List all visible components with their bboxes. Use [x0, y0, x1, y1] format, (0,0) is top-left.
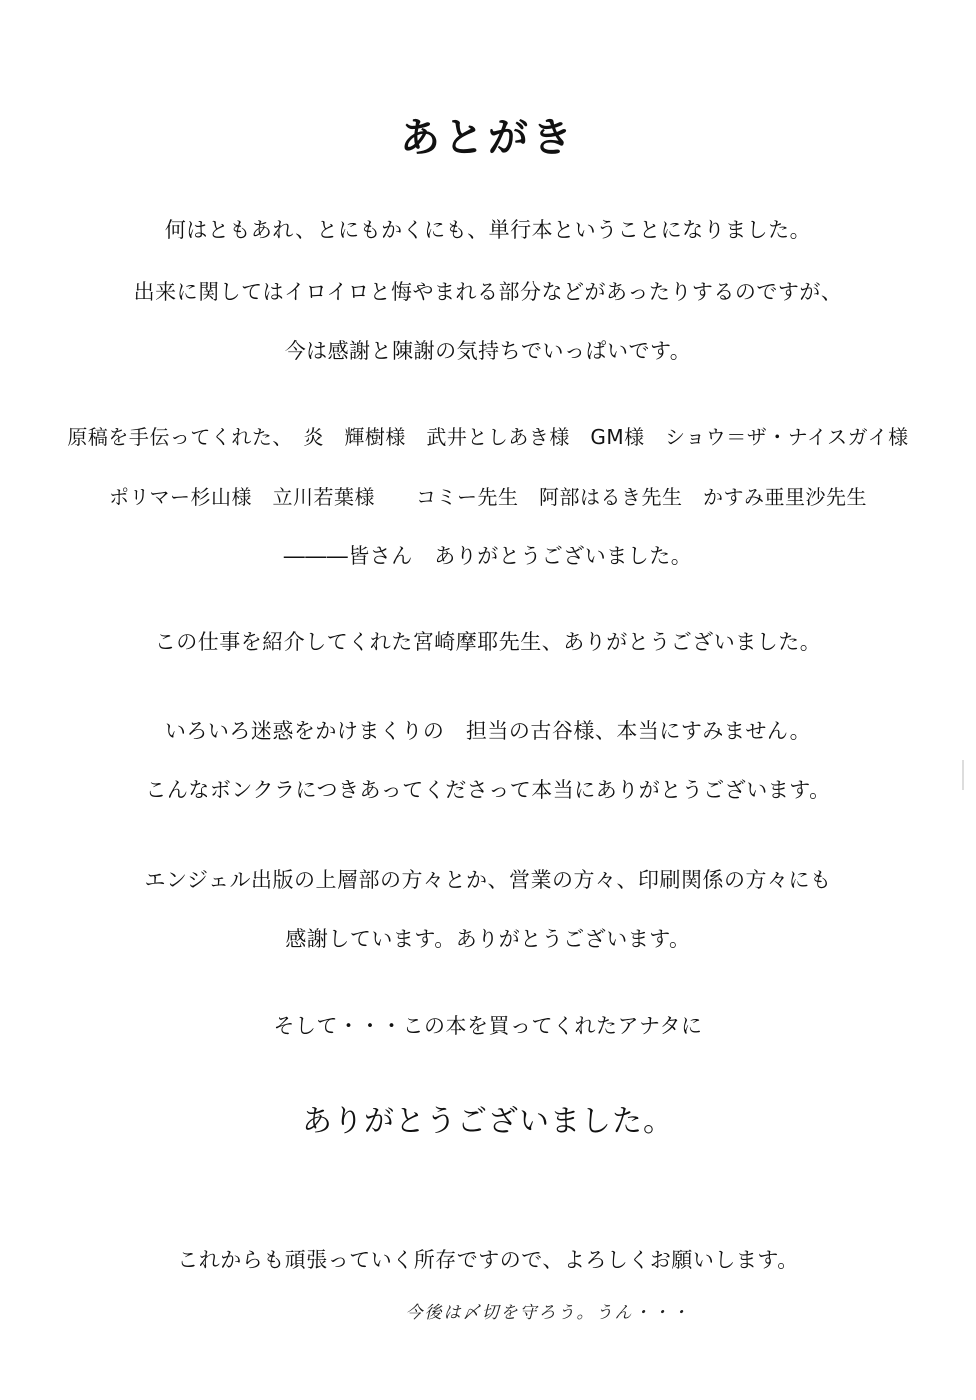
text-line-8: いろいろ迷惑をかけまくりの 担当の古谷様、本当にすみません。 [164, 719, 812, 743]
text-line-6: ―――皆さん ありがとうございました。 [283, 544, 693, 568]
text-line-4: 原稿を手伝ってくれた、 炎 輝樹様 武井としあき様 GM様 ショウ＝ザ・ナイスガイ様 [67, 425, 909, 449]
text-line-9: こんなボンクラにつきあってくださって本当にありがとうございます。 [145, 778, 831, 802]
text-line-1: 何はともあれ、とにもかくにも、単行本ということになりました。 [164, 218, 812, 242]
text-line-10: エンジェル出版の上層部の方々とか、営業の方々、印刷関係の方々にも [144, 868, 832, 892]
text-line-7: この仕事を紹介してくれた宮崎摩耶先生、ありがとうございました。 [154, 630, 822, 654]
closing-line: これからも頑張っていく所存ですので、よろしくお願いします。 [177, 1248, 799, 1272]
emphasis-line: ありがとうございました。 [302, 1104, 674, 1139]
text-line-3: 今は感謝と陳謝の気持ちでいっぱいです。 [284, 339, 692, 363]
text-line-12: そして・・・この本を買ってくれたアナタに [273, 1014, 703, 1038]
text-line-11: 感謝しています。ありがとうございます。 [285, 927, 691, 951]
page-title: あとがき [400, 114, 576, 161]
handwritten-note: 今後は〆切を守ろう。うん・・・ [405, 1303, 691, 1323]
text-line-5: ポリマー杉山様 立川若葉様 コミー先生 阿部はるき先生 かすみ亜里沙先生 [108, 485, 868, 509]
scan-edge-mark [962, 760, 964, 790]
text-line-2: 出来に関してはイロイロと悔やまれる部分などがあったりするのですが、 [133, 280, 843, 304]
